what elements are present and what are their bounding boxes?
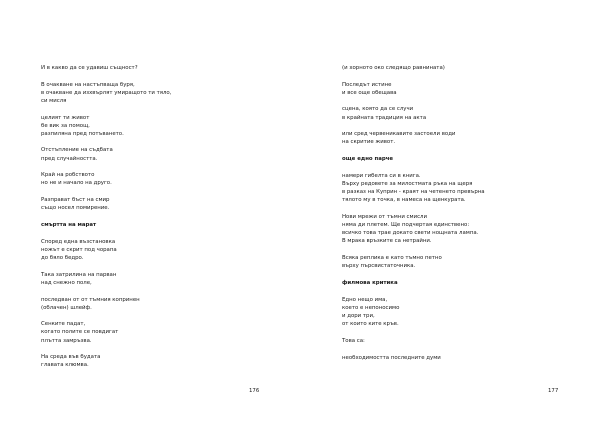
verse-line: В очакване на настъпваща буря, <box>41 81 135 88</box>
verse-line: върху пърсвистаточника. <box>342 263 416 270</box>
verse-line: Последът истине <box>342 81 392 88</box>
stanza <box>41 353 241 369</box>
stanza <box>342 81 562 97</box>
stanza <box>342 354 562 362</box>
verse-line: Така затрилина на парван <box>41 271 117 278</box>
verse-line: но не и начало на друго. <box>41 180 112 187</box>
stanza <box>41 196 241 212</box>
verse-line: ножът е скрит под чорапа <box>41 246 117 253</box>
verse-line: (и хорното око следящо равнината) <box>342 65 445 71</box>
poem-title: филмова критика <box>342 279 398 286</box>
verse-line: от които ките кръв. <box>342 321 399 328</box>
left-page-text <box>41 64 241 378</box>
verse-line: и все още обещава <box>342 89 397 96</box>
verse-line: Нови мрежи от тъмни смисли <box>342 214 427 221</box>
right-page-text <box>342 64 562 370</box>
verse-line: Върху редовете за милостмата ръка на щеря <box>342 181 473 188</box>
verse-line: Край на робството <box>41 172 95 179</box>
stanza <box>342 213 562 245</box>
verse-line: Всяка реплика е като тъмно петно <box>342 255 442 262</box>
verse-line: което е непоносимо <box>342 305 400 312</box>
verse-line: сцена, която да се случи <box>342 106 414 113</box>
stanza <box>41 114 241 138</box>
stanza <box>342 172 562 204</box>
verse-line: всичко това трае докато свети нощната лампа. <box>342 230 479 237</box>
verse-line: над снежно поле, <box>41 279 92 286</box>
verse-line: В мрака връзките са нетрайни. <box>342 238 432 245</box>
stanza <box>342 296 562 328</box>
verse-line: последван от от тъмния копринен <box>41 296 140 303</box>
verse-line: плътта замръзва. <box>41 337 92 344</box>
stanza <box>342 105 562 121</box>
verse-line: необходимостта последните думи <box>342 354 441 361</box>
poem-title: смъртта на марат <box>41 221 97 228</box>
stanza <box>342 337 562 345</box>
verse-line: На среда във будата <box>41 354 101 361</box>
stanza <box>41 320 241 344</box>
stanza <box>41 146 241 162</box>
stanza <box>342 130 562 146</box>
stanza <box>41 64 241 72</box>
verse-line: пред случайността. <box>41 155 98 162</box>
right-page <box>300 0 600 423</box>
poem-title: още едно парче <box>342 156 394 163</box>
verse-line: когато полите се повдигат <box>41 329 119 336</box>
verse-line: Сенките падат, <box>41 321 86 328</box>
verse-line: И в какво да се удавиш същност? <box>41 65 138 71</box>
stanza <box>41 271 241 287</box>
stanza <box>41 238 241 262</box>
verse-line: до бяло бедро. <box>41 255 84 262</box>
stanza <box>342 254 562 270</box>
verse-line: в разказ на Куприн - краят на четенето превърна <box>342 189 485 196</box>
verse-line: в крайната традиция на акта <box>342 114 427 121</box>
verse-line: също носел помирение. <box>41 205 110 212</box>
verse-line: Разправат бъст на смир <box>41 197 110 203</box>
verse-line: разпиляна пред потъването. <box>41 130 124 137</box>
stanza <box>41 171 241 187</box>
page-number-right: 177 <box>548 388 559 394</box>
stanza <box>41 81 241 105</box>
verse-line: няма ди плетем. Ще подчертая единствено: <box>342 222 470 229</box>
verse-line: Според една възстановка <box>41 238 116 245</box>
verse-line: или сред червеникавите застоели води <box>342 131 456 138</box>
verse-line: намери гибелта си в книга. <box>342 173 421 180</box>
verse-line: Едно нещо има, <box>342 296 388 303</box>
verse-line: в очакване да изхвърлят умиращото ти тяло, <box>41 89 172 96</box>
verse-line: Отстъпление на съдбата <box>41 147 113 154</box>
verse-line: си мисля <box>41 97 67 104</box>
page-number-left: 176 <box>249 388 260 394</box>
stanza <box>342 64 562 72</box>
verse-line: на скритие живот. <box>342 139 396 146</box>
verse-line: и дори три, <box>342 313 375 320</box>
verse-line: главата клюмва. <box>41 362 89 369</box>
verse-line: целият ти живот <box>41 114 90 121</box>
verse-line: (облачен) шлейф. <box>41 304 92 311</box>
verse-line: тялото му в точка, в намеса на щенкурата. <box>342 197 466 204</box>
verse-line: Това са: <box>342 337 365 344</box>
verse-line: бе вик за помощ, <box>41 122 90 129</box>
stanza <box>41 296 241 312</box>
